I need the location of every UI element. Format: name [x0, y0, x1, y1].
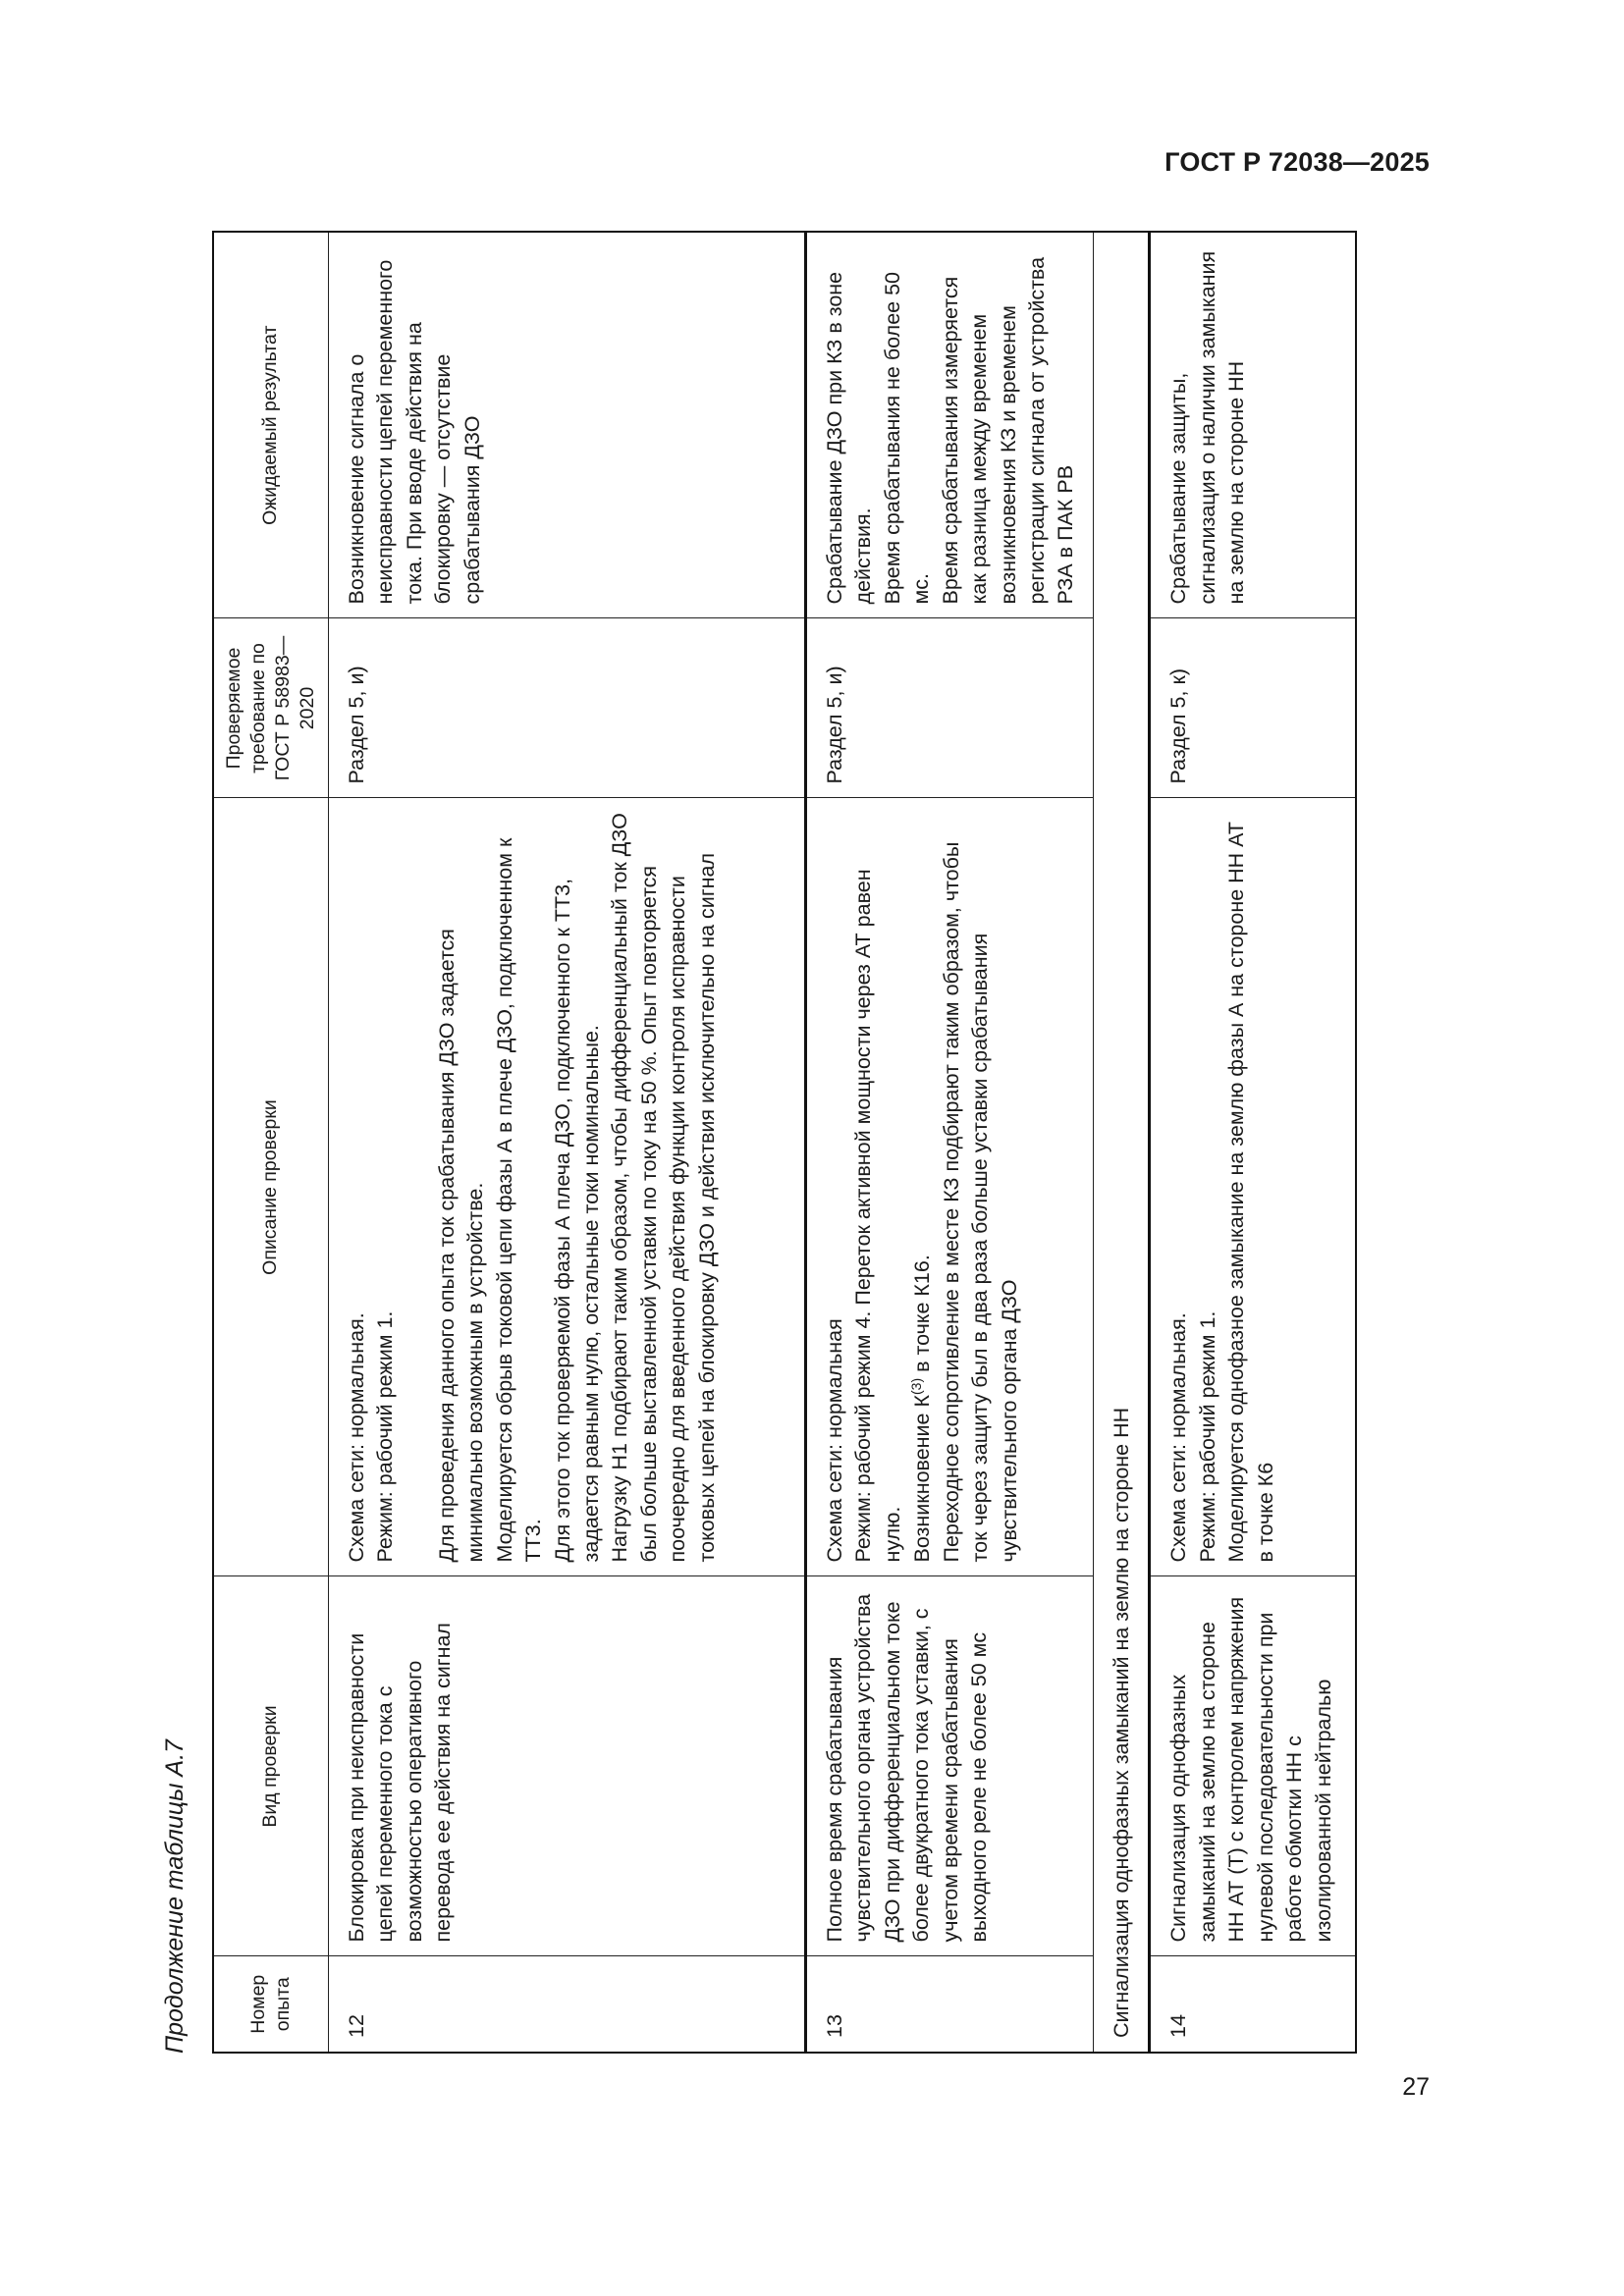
col-header-requirement: Проверяемое требование по ГОСТ Р 58983—2020 [213, 618, 328, 798]
row-number: 12 [328, 1956, 805, 2053]
document-id: ГОСТ Р 72038—2025 [1164, 147, 1430, 177]
desc-superscript: (3) [908, 1377, 925, 1395]
result-line: Возникновение сигнала о неисправности цепей переменного тока. При вводе действия на блокировку — отсутствие срабатывания ДЗО [344, 259, 484, 605]
table-caption: Продолжение таблицы А.7 [161, 1739, 189, 2054]
row-description [1150, 798, 1356, 1576]
desc-line: Нагрузку Н1 подбирают таким образом, чтобы дифференциальный ток ДЗО был больше выставленной уставки по току на 50 %. Опыт повторяется поочередно для введенного действия функции контроля исправности токовых цепей на блокировку ДЗО и действия исключительно на сигнал [608, 813, 719, 1563]
desc-line: Схема сети: нормальная. [1166, 1312, 1191, 1563]
result-line: Срабатывание защиты, сигнализация о наличии замыкания на землю на стороне НН [1166, 250, 1249, 605]
row-kind: Блокировка при неисправности цепей переменного тока с возможностью оперативного перевода ее действия на сигнал [328, 1576, 805, 1956]
row-result [1150, 232, 1356, 618]
row-number: 14 [1150, 1956, 1356, 2053]
desc-line: Схема сети: нормальная [822, 1318, 846, 1563]
desc-line: Моделируется обрыв токовой цепи фазы А в плече ДЗО, подключенном к ТТ3. [492, 837, 546, 1563]
section-row [1093, 232, 1149, 2053]
row-description [805, 798, 1093, 1576]
table-row [328, 232, 805, 2053]
table-row [1150, 232, 1356, 2053]
row-kind: Сигнализация однофазных замыканий на землю на стороне НН АТ (Т) с контролем напряжения нулевой последовательности при работе обмотки НН с изолированной нейтралью [1150, 1576, 1356, 1956]
result-line: Срабатывание ДЗО при КЗ в зоне действия. [822, 271, 876, 605]
page-number: 27 [1402, 2073, 1430, 2101]
col-header-number: Номер опыта [213, 1956, 328, 2053]
col-header-description: Описание проверки [213, 798, 328, 1576]
desc-line [907, 809, 938, 1563]
table-row [805, 232, 1093, 2053]
row-requirement: Раздел 5, и) [328, 618, 805, 798]
row-result [328, 232, 805, 618]
result-line: Время срабатывания не более 50 мс. [880, 271, 934, 605]
desc-line: Схема сети: нормальная. [344, 1312, 368, 1563]
col-header-kind: Вид проверки [213, 1576, 328, 1956]
desc-fragment: Возникновение К [910, 1394, 935, 1563]
row-number: 13 [805, 1956, 1093, 2053]
section-heading: Сигнализация однофазных замыканий на землю на стороне НН [1093, 232, 1149, 2053]
desc-line: Режим: рабочий режим 4. Переток активной мощности через АТ равен нулю. [851, 869, 904, 1563]
desc-line: Переходное сопротивление в месте КЗ подбирают таким образом, чтобы ток через защиту был в два раза больше уставки срабатывания чувствительного органа ДЗО [939, 841, 1021, 1563]
desc-line: Режим: рабочий режим 1. [1195, 1310, 1219, 1563]
table-header-row [213, 232, 328, 2053]
test-table [212, 231, 1357, 2054]
row-requirement: Раздел 5, и) [805, 618, 1093, 798]
desc-fragment: в точке К16. [910, 1255, 935, 1378]
desc-line: Режим: рабочий режим 1. [373, 1310, 398, 1563]
row-result [805, 232, 1093, 618]
desc-line: Для проведения данного опыта ток срабатывания ДЗО задается минимально возможным в устройстве. [434, 929, 488, 1563]
rotated-table-block [157, 233, 1335, 2054]
row-kind: Полное время срабатывания чувствительного органа устройства ДЗО при дифференциальном токе более двукратного тока уставки, с учетом времени срабатывания выходного реле не более 50 мс [805, 1576, 1093, 1956]
row-description [328, 798, 805, 1576]
col-header-result: Ожидаемый результат [213, 232, 328, 618]
desc-line: Для этого ток проверяемой фазы А плеча ДЗО, подключенного к ТТ3, задается равным нулю, остальные токи номинальные. [550, 878, 603, 1563]
row-requirement: Раздел 5, к) [1150, 618, 1356, 798]
desc-line: Моделируется однофазное замыкание на землю фазы А на стороне НН АТ в точке К6 [1224, 822, 1277, 1563]
result-line: Время срабатывания измеряется как разница между временем возникновения КЗ и временем регистрации сигнала от устройства РЗА в ПАК РВ [938, 256, 1078, 605]
